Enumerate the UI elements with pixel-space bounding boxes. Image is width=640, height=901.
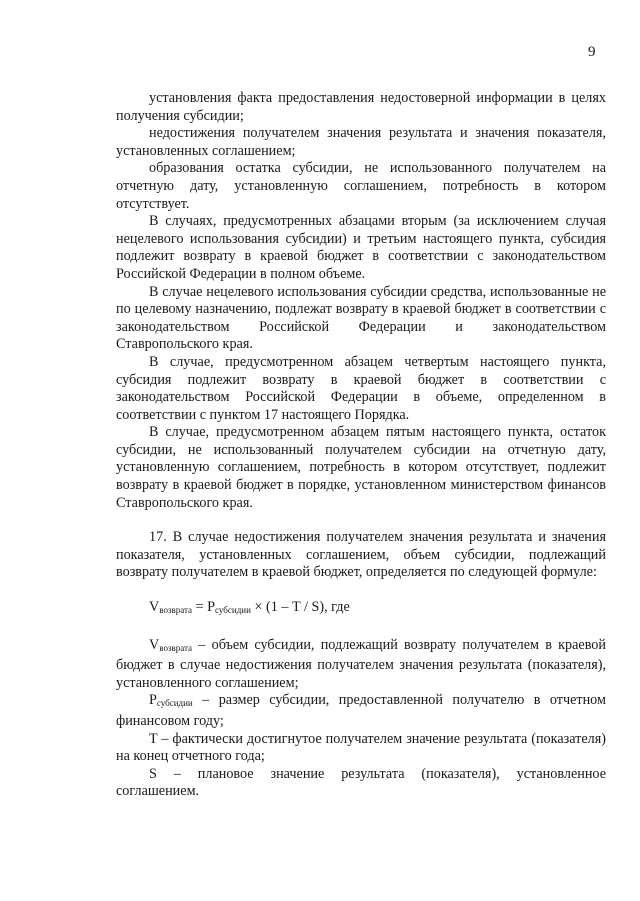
definition-s — [116, 766, 606, 801]
section-17-paragraph: 17. В случае недостижения получателем значения результата и значения показателя, установленных соглашением, объем субсидии, подлежащий возврату получателем в краевой бюджет, определяется по следующей формуле: — [116, 529, 606, 581]
formula-p-sub: субсидии — [215, 605, 251, 616]
document-body — [116, 90, 606, 801]
paragraph: В случае нецелевого использования субсидии средства, использованные не по целевому назначению, подлежат возврату в краевой бюджет в соответствии с законодательством Российской Федерации и законодательством Ставропольского края. — [116, 283, 606, 353]
def-sub: возврата — [159, 642, 193, 653]
def-sym: P — [149, 692, 157, 709]
def-sub: субсидии — [156, 698, 193, 709]
def-text: – размер субсидии, предоставленной получателю в отчетном финансовом году; — [116, 692, 606, 729]
def-sym: V — [149, 636, 160, 653]
paragraph: В случае, предусмотренном абзацем пятым настоящего пункта, остаток субсидии, не использованный получателем субсидии на отчетную дату, установленную соглашением, потребность в котором отсутствует, подлежит возврату в краевой бюджет в порядке, установленном министерством финансов Ставропольского края. — [116, 424, 606, 511]
formula — [116, 599, 606, 620]
page-number: 9 — [588, 44, 596, 60]
definition-v — [116, 637, 606, 693]
formula-v-sub: возврата — [159, 605, 193, 616]
def-text: – фактически достигнутое получателем значение результата (показателя) на конец отчетного года; — [116, 730, 606, 765]
def-sym: T — [149, 730, 158, 747]
def-sym: S — [149, 765, 157, 782]
paragraph: недостижения получателем значения результата и значения показателя, установленных соглашением; — [116, 125, 606, 159]
paragraph: В случае, предусмотренном абзацем четвертым настоящего пункта, субсидия подлежит возврату в краевой бюджет в соответствии с законодательством Российской Федерации в объеме, определенном в соответствии с пунктом 17 настоящего Порядка. — [116, 353, 606, 423]
definition-p — [116, 692, 606, 730]
formula-p: P — [207, 599, 216, 616]
def-text: – объем субсидии, подлежащий возврату получателем в краевой бюджет в случае недостижения получателем значения результата (показателя), установленного соглашением; — [116, 636, 606, 691]
definition-t — [116, 731, 606, 766]
def-text: – плановое значение результата (показателя), установленное соглашением. — [116, 765, 606, 800]
formula-rest: × (1 – T / S), где — [250, 599, 350, 616]
formula-v: V — [149, 599, 160, 616]
formula-eq: = — [192, 599, 208, 616]
paragraph: образования остатка субсидии, не использованного получателем на отчетную дату, установленную соглашением, потребность в котором отсутствует. — [116, 160, 606, 212]
paragraph: установления факта предоставления недостоверной информации в целях получения субсидии; — [116, 90, 606, 124]
paragraph: В случаях, предусмотренных абзацами вторым (за исключением случая нецелевого использования субсидии) и третьим настоящего пункта, субсидия подлежит возврату в краевой бюджет в соответствии с законодательством Российской Федерации в полном объеме. — [116, 213, 606, 282]
